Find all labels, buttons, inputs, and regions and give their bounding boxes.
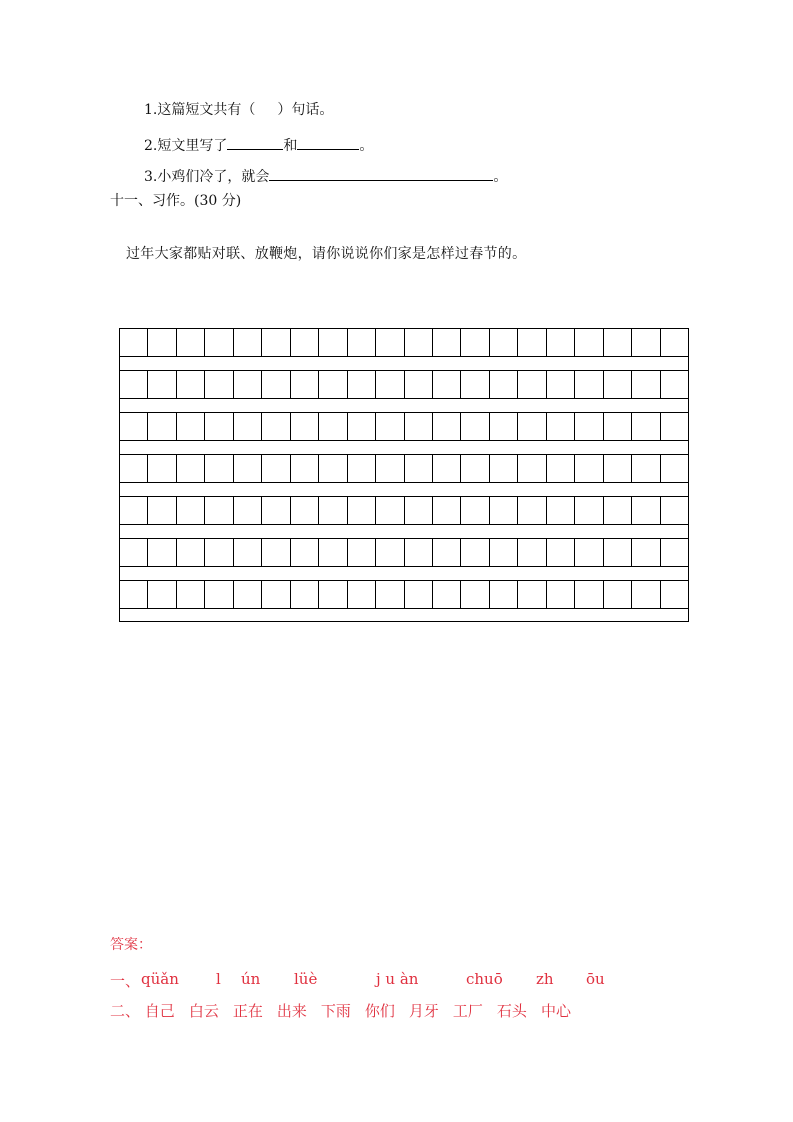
- grid-cell[interactable]: [547, 539, 575, 566]
- grid-cell[interactable]: [234, 329, 262, 356]
- grid-cell[interactable]: [433, 581, 461, 608]
- grid-cell[interactable]: [632, 455, 660, 482]
- grid-spacer-row: [119, 524, 689, 538]
- grid-cell[interactable]: [148, 329, 176, 356]
- grid-cell[interactable]: [234, 497, 262, 524]
- answers-title: 答案：: [110, 937, 152, 953]
- grid-cell[interactable]: [604, 497, 632, 524]
- grid-cell[interactable]: [547, 413, 575, 440]
- grid-cell[interactable]: [518, 539, 546, 566]
- grid-cell[interactable]: [291, 455, 319, 482]
- grid-cell[interactable]: [177, 581, 205, 608]
- question-2-middle: 和: [283, 138, 298, 154]
- grid-cell[interactable]: [291, 497, 319, 524]
- grid-cell[interactable]: [120, 413, 148, 440]
- grid-cell[interactable]: [205, 539, 233, 566]
- grid-cell[interactable]: [547, 455, 575, 482]
- word-answer: 正在: [232, 1002, 263, 1020]
- grid-cell[interactable]: [205, 581, 233, 608]
- grid-cell[interactable]: [348, 581, 376, 608]
- pinyin-answer: zh: [536, 970, 554, 988]
- grid-cell[interactable]: [575, 497, 603, 524]
- grid-spacer-row: [119, 356, 689, 370]
- grid-cell[interactable]: [376, 329, 404, 356]
- grid-cell[interactable]: [348, 497, 376, 524]
- grid-cell[interactable]: [490, 371, 518, 398]
- grid-row[interactable]: [119, 580, 689, 608]
- grid-cell[interactable]: [177, 371, 205, 398]
- grid-cell[interactable]: [376, 539, 404, 566]
- grid-cell[interactable]: [376, 581, 404, 608]
- grid-cell[interactable]: [205, 455, 233, 482]
- answer-blank-1[interactable]: [227, 135, 283, 150]
- grid-cell[interactable]: [461, 581, 489, 608]
- grid-cell[interactable]: [319, 581, 347, 608]
- grid-cell[interactable]: [376, 497, 404, 524]
- grid-cell[interactable]: [319, 539, 347, 566]
- pinyin-answer: lüè: [294, 970, 318, 988]
- grid-cell[interactable]: [632, 329, 660, 356]
- grid-cell[interactable]: [148, 413, 176, 440]
- grid-cell[interactable]: [262, 371, 290, 398]
- grid-cell[interactable]: [177, 455, 205, 482]
- grid-cell[interactable]: [661, 413, 688, 440]
- question-2: [144, 135, 373, 155]
- pinyin-answer: l: [216, 970, 221, 988]
- grid-cell[interactable]: [120, 455, 148, 482]
- grid-cell[interactable]: [262, 455, 290, 482]
- grid-cell[interactable]: [433, 455, 461, 482]
- grid-cell[interactable]: [319, 329, 347, 356]
- grid-cell[interactable]: [120, 329, 148, 356]
- grid-cell[interactable]: [604, 455, 632, 482]
- answer-blank-3[interactable]: [269, 166, 493, 181]
- grid-cell[interactable]: [433, 329, 461, 356]
- grid-cell[interactable]: [433, 497, 461, 524]
- grid-cell[interactable]: [405, 329, 433, 356]
- grid-cell[interactable]: [661, 329, 688, 356]
- grid-cell[interactable]: [348, 329, 376, 356]
- grid-cell[interactable]: [518, 329, 546, 356]
- grid-cell[interactable]: [234, 539, 262, 566]
- answer-blank-2[interactable]: [297, 135, 359, 150]
- grid-cell[interactable]: [461, 371, 489, 398]
- grid-row[interactable]: [119, 328, 689, 356]
- grid-cell[interactable]: [661, 497, 688, 524]
- grid-cell[interactable]: [262, 497, 290, 524]
- grid-cell[interactable]: [405, 581, 433, 608]
- grid-cell[interactable]: [376, 371, 404, 398]
- grid-cell[interactable]: [518, 581, 546, 608]
- grid-cell[interactable]: [262, 413, 290, 440]
- grid-cell[interactable]: [632, 497, 660, 524]
- question-3-prefix: 3.小鸡们冷了，就会: [144, 169, 270, 185]
- question-1-suffix: ）句话。: [277, 102, 334, 118]
- grid-cell[interactable]: [490, 497, 518, 524]
- grid-cell[interactable]: [177, 497, 205, 524]
- grid-cell[interactable]: [120, 371, 148, 398]
- grid-cell[interactable]: [461, 329, 489, 356]
- grid-cell[interactable]: [234, 581, 262, 608]
- grid-cell[interactable]: [234, 413, 262, 440]
- grid-cell[interactable]: [604, 581, 632, 608]
- grid-cell[interactable]: [575, 539, 603, 566]
- grid-cell[interactable]: [575, 581, 603, 608]
- pinyin-answer: chuō: [466, 970, 503, 988]
- grid-cell[interactable]: [148, 455, 176, 482]
- grid-cell[interactable]: [319, 413, 347, 440]
- word-answer: 你们: [364, 1002, 395, 1020]
- grid-cell[interactable]: [575, 329, 603, 356]
- word-answer: 中心: [540, 1002, 571, 1020]
- grid-cell[interactable]: [177, 539, 205, 566]
- question-1-prefix: 1.这篇短文共有（: [144, 102, 256, 118]
- grid-cell[interactable]: [405, 539, 433, 566]
- grid-cell[interactable]: [547, 329, 575, 356]
- pinyin-answer: qüǎn: [141, 970, 179, 988]
- question-2-prefix: 2.短文里写了: [144, 138, 228, 154]
- grid-cell[interactable]: [575, 371, 603, 398]
- grid-row[interactable]: [119, 370, 689, 398]
- grid-row[interactable]: [119, 454, 689, 482]
- word-answer: 出来: [276, 1002, 307, 1020]
- grid-cell[interactable]: [348, 539, 376, 566]
- grid-cell[interactable]: [177, 329, 205, 356]
- grid-cell[interactable]: [661, 455, 688, 482]
- grid-spacer-row: [119, 440, 689, 454]
- grid-cell[interactable]: [604, 329, 632, 356]
- grid-cell[interactable]: [262, 581, 290, 608]
- question-3-suffix: 。: [493, 169, 508, 185]
- grid-spacer-row: [119, 398, 689, 412]
- grid-cell[interactable]: [120, 539, 148, 566]
- pinyin-answer: ún: [241, 970, 261, 988]
- grid-cell[interactable]: [319, 371, 347, 398]
- grid-cell[interactable]: [490, 413, 518, 440]
- grid-row[interactable]: [119, 538, 689, 566]
- grid-cell[interactable]: [575, 455, 603, 482]
- grid-cell[interactable]: [405, 497, 433, 524]
- word-answer: 下雨: [320, 1002, 351, 1020]
- grid-cell[interactable]: [376, 455, 404, 482]
- grid-cell[interactable]: [291, 413, 319, 440]
- answers-row-2: [110, 1000, 585, 1021]
- grid-row[interactable]: [119, 412, 689, 440]
- grid-cell[interactable]: [291, 581, 319, 608]
- grid-cell[interactable]: [405, 413, 433, 440]
- grid-cell[interactable]: [604, 539, 632, 566]
- grid-cell[interactable]: [632, 539, 660, 566]
- grid-cell[interactable]: [575, 413, 603, 440]
- pinyin-answer: ōu: [586, 970, 605, 988]
- grid-cell[interactable]: [547, 581, 575, 608]
- grid-cell[interactable]: [490, 539, 518, 566]
- word-answer: 自己: [144, 1002, 175, 1020]
- grid-cell[interactable]: [120, 581, 148, 608]
- writing-prompt: 过年大家都贴对联、放鞭炮，请你说说你们家是怎样过春节的。: [126, 246, 527, 262]
- grid-cell[interactable]: [632, 371, 660, 398]
- grid-cell[interactable]: [376, 413, 404, 440]
- grid-cell[interactable]: [319, 497, 347, 524]
- grid-cell[interactable]: [461, 497, 489, 524]
- grid-cell[interactable]: [518, 371, 546, 398]
- grid-cell[interactable]: [120, 497, 148, 524]
- grid-cell[interactable]: [291, 329, 319, 356]
- grid-cell[interactable]: [433, 539, 461, 566]
- grid-cell[interactable]: [177, 413, 205, 440]
- grid-cell[interactable]: [148, 539, 176, 566]
- grid-cell[interactable]: [405, 455, 433, 482]
- pinyin-answer: j u àn: [376, 970, 419, 988]
- grid-cell[interactable]: [547, 371, 575, 398]
- grid-cell[interactable]: [518, 413, 546, 440]
- grid-cell[interactable]: [234, 455, 262, 482]
- answers-row-1: [110, 970, 710, 990]
- grid-cell[interactable]: [433, 371, 461, 398]
- grid-cell[interactable]: [405, 371, 433, 398]
- grid-cell[interactable]: [205, 497, 233, 524]
- grid-cell[interactable]: [547, 497, 575, 524]
- grid-cell[interactable]: [661, 371, 688, 398]
- writing-grid[interactable]: [119, 328, 689, 622]
- word-answer: 月牙: [408, 1002, 439, 1020]
- grid-cell[interactable]: [348, 413, 376, 440]
- grid-cell[interactable]: [262, 329, 290, 356]
- grid-cell[interactable]: [348, 371, 376, 398]
- answers-row-2-label: 二、: [110, 1002, 141, 1020]
- grid-cell[interactable]: [518, 455, 546, 482]
- word-answer: 工厂: [452, 1002, 483, 1020]
- grid-cell[interactable]: [661, 581, 688, 608]
- grid-cell[interactable]: [661, 539, 688, 566]
- grid-spacer-row: [119, 566, 689, 580]
- grid-cell[interactable]: [319, 455, 347, 482]
- grid-row[interactable]: [119, 496, 689, 524]
- grid-cell[interactable]: [148, 371, 176, 398]
- grid-cell[interactable]: [490, 581, 518, 608]
- grid-cell[interactable]: [461, 413, 489, 440]
- grid-cell[interactable]: [205, 329, 233, 356]
- grid-cell[interactable]: [262, 539, 290, 566]
- grid-cell[interactable]: [234, 371, 262, 398]
- word-answer: 石头: [496, 1002, 527, 1020]
- grid-cell[interactable]: [632, 581, 660, 608]
- question-3: [144, 166, 507, 186]
- section-title: 十一、习作。(30 分): [110, 193, 242, 209]
- grid-cell[interactable]: [348, 455, 376, 482]
- word-answer: 白云: [188, 1002, 219, 1020]
- grid-cell[interactable]: [632, 413, 660, 440]
- grid-cell[interactable]: [205, 371, 233, 398]
- grid-cell[interactable]: [205, 413, 233, 440]
- grid-cell[interactable]: [291, 371, 319, 398]
- grid-cell[interactable]: [461, 539, 489, 566]
- question-2-suffix: 。: [359, 138, 374, 154]
- grid-spacer-row: [119, 482, 689, 496]
- grid-cell[interactable]: [604, 371, 632, 398]
- grid-cell[interactable]: [148, 581, 176, 608]
- grid-cell[interactable]: [518, 497, 546, 524]
- grid-spacer-row: [119, 608, 689, 622]
- grid-cell[interactable]: [433, 413, 461, 440]
- answers-row-1-label: 一、: [110, 972, 141, 990]
- grid-cell[interactable]: [490, 455, 518, 482]
- grid-cell[interactable]: [490, 329, 518, 356]
- grid-cell[interactable]: [461, 455, 489, 482]
- grid-cell[interactable]: [291, 539, 319, 566]
- grid-cell[interactable]: [148, 497, 176, 524]
- question-1: [144, 101, 333, 119]
- grid-cell[interactable]: [604, 413, 632, 440]
